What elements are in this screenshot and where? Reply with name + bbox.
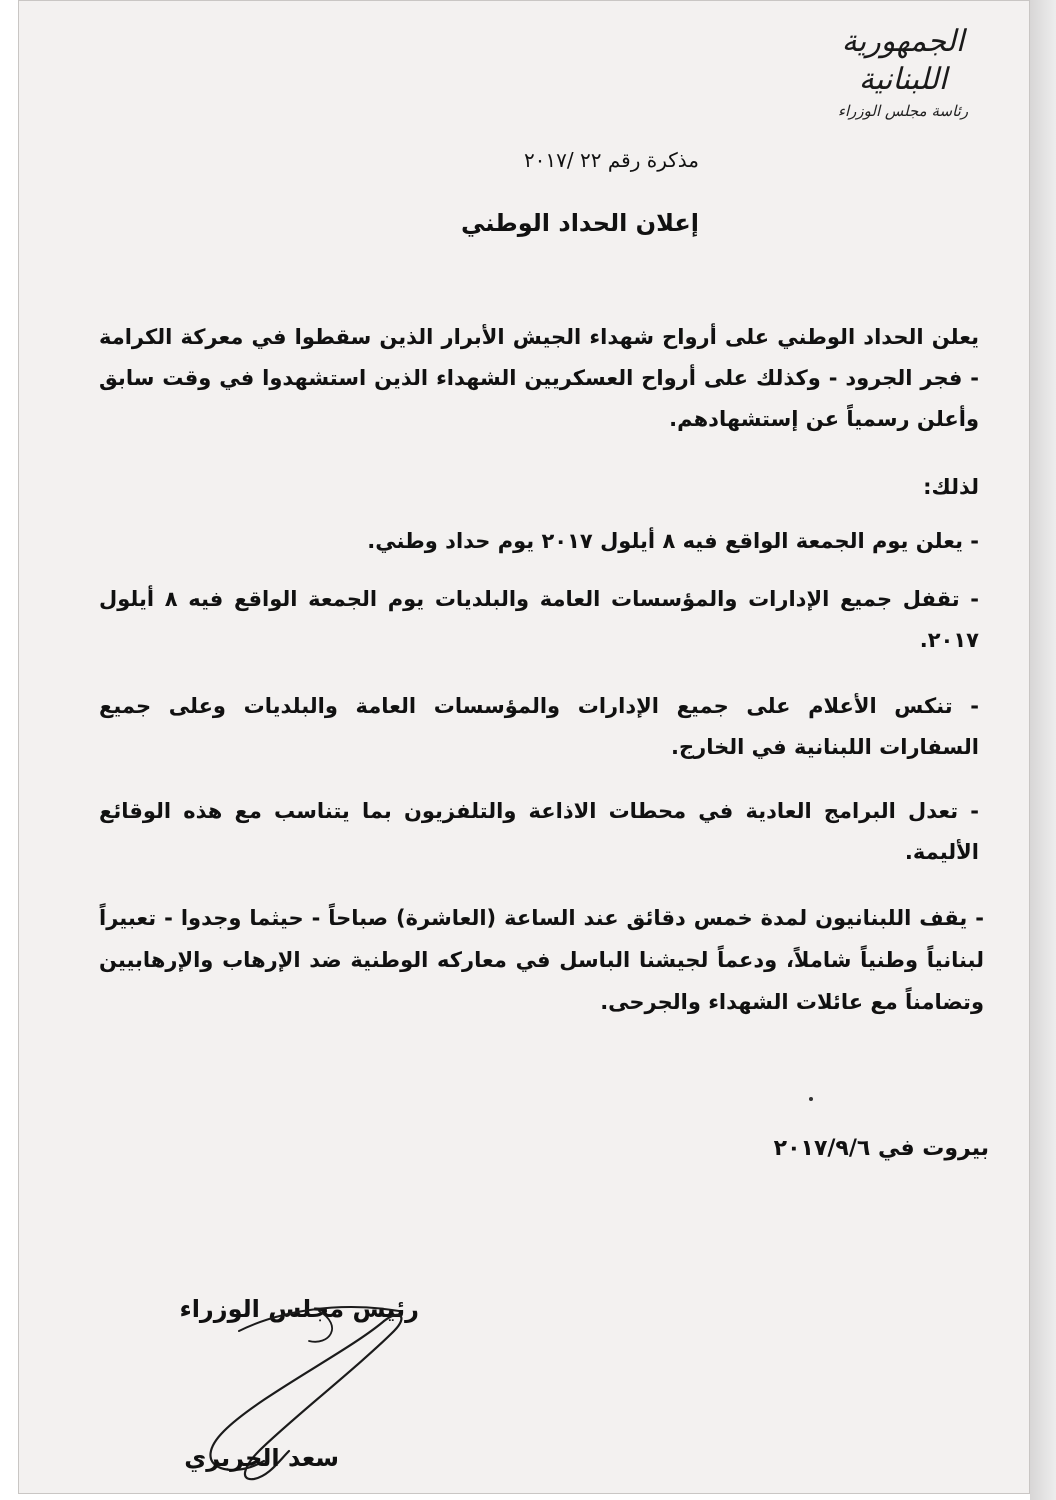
signatory-title: رئيس مجلس الوزراء — [179, 1295, 419, 1323]
decision-item: - يقف اللبنانيون لمدة خمس دقائق عند الساعة (العاشرة) صباحاً - حيثما وجدوا - تعبيراً لبنانياً وطنياً شاملاً، ودعماً لجيشنا الباسل في معاركه الوطنية ضد الإرهاب والإرهابيين وتضامناً مع عائلات الشهداء والجرحى. — [99, 906, 984, 1014]
decision-item: - تعدل البرامج العادية في محطات الاذاعة والتلفزيون بما يتناسب مع هذه الوقائع الأليمة. — [99, 799, 979, 864]
decision-item: - تنكس الأعلام على جميع الإدارات والمؤسسات العامة والبلديات وعلى جميع السفارات اللبنانية في الخارج. — [99, 694, 979, 759]
ink-dot — [809, 1097, 813, 1101]
therefore-label: لذلك: — [923, 475, 979, 499]
letterhead-republic: الجمهورية اللبنانية — [841, 24, 965, 97]
signatory-name: سعد الحريري — [184, 1444, 339, 1472]
decision-item: - يعلن يوم الجمعة الواقع فيه ٨ أيلول ٢٠١٧ يوم حداد وطني. — [367, 529, 979, 553]
document-page — [18, 0, 1030, 1494]
decision-item: - تقفل جميع الإدارات والمؤسسات العامة والبلديات يوم الجمعة الواقع فيه ٨ أيلول ٢٠١٧. — [99, 587, 979, 652]
letterhead-presidency: رئاسة مجلس الوزراء — [837, 102, 969, 120]
place-and-date: بيروت في ٢٠١٧/٩/٦ — [773, 1136, 989, 1161]
letterhead — [803, 23, 1003, 121]
page-edge-shadow — [1030, 0, 1056, 1500]
memo-title: إعلان الحداد الوطني — [461, 209, 699, 237]
intro-paragraph: يعلن الحداد الوطني على أرواح شهداء الجيش الأبرار الذين سقطوا في معركة الكرامة - فجر الجرود - وكذلك على أرواح العسكريين الشهداء الذين استشهدوا في وقت سابق وأعلن رسمياً عن إستشهادهم. — [99, 325, 979, 431]
memo-number: مذكرة رقم ٢٢ /٢٠١٧ — [523, 148, 699, 172]
